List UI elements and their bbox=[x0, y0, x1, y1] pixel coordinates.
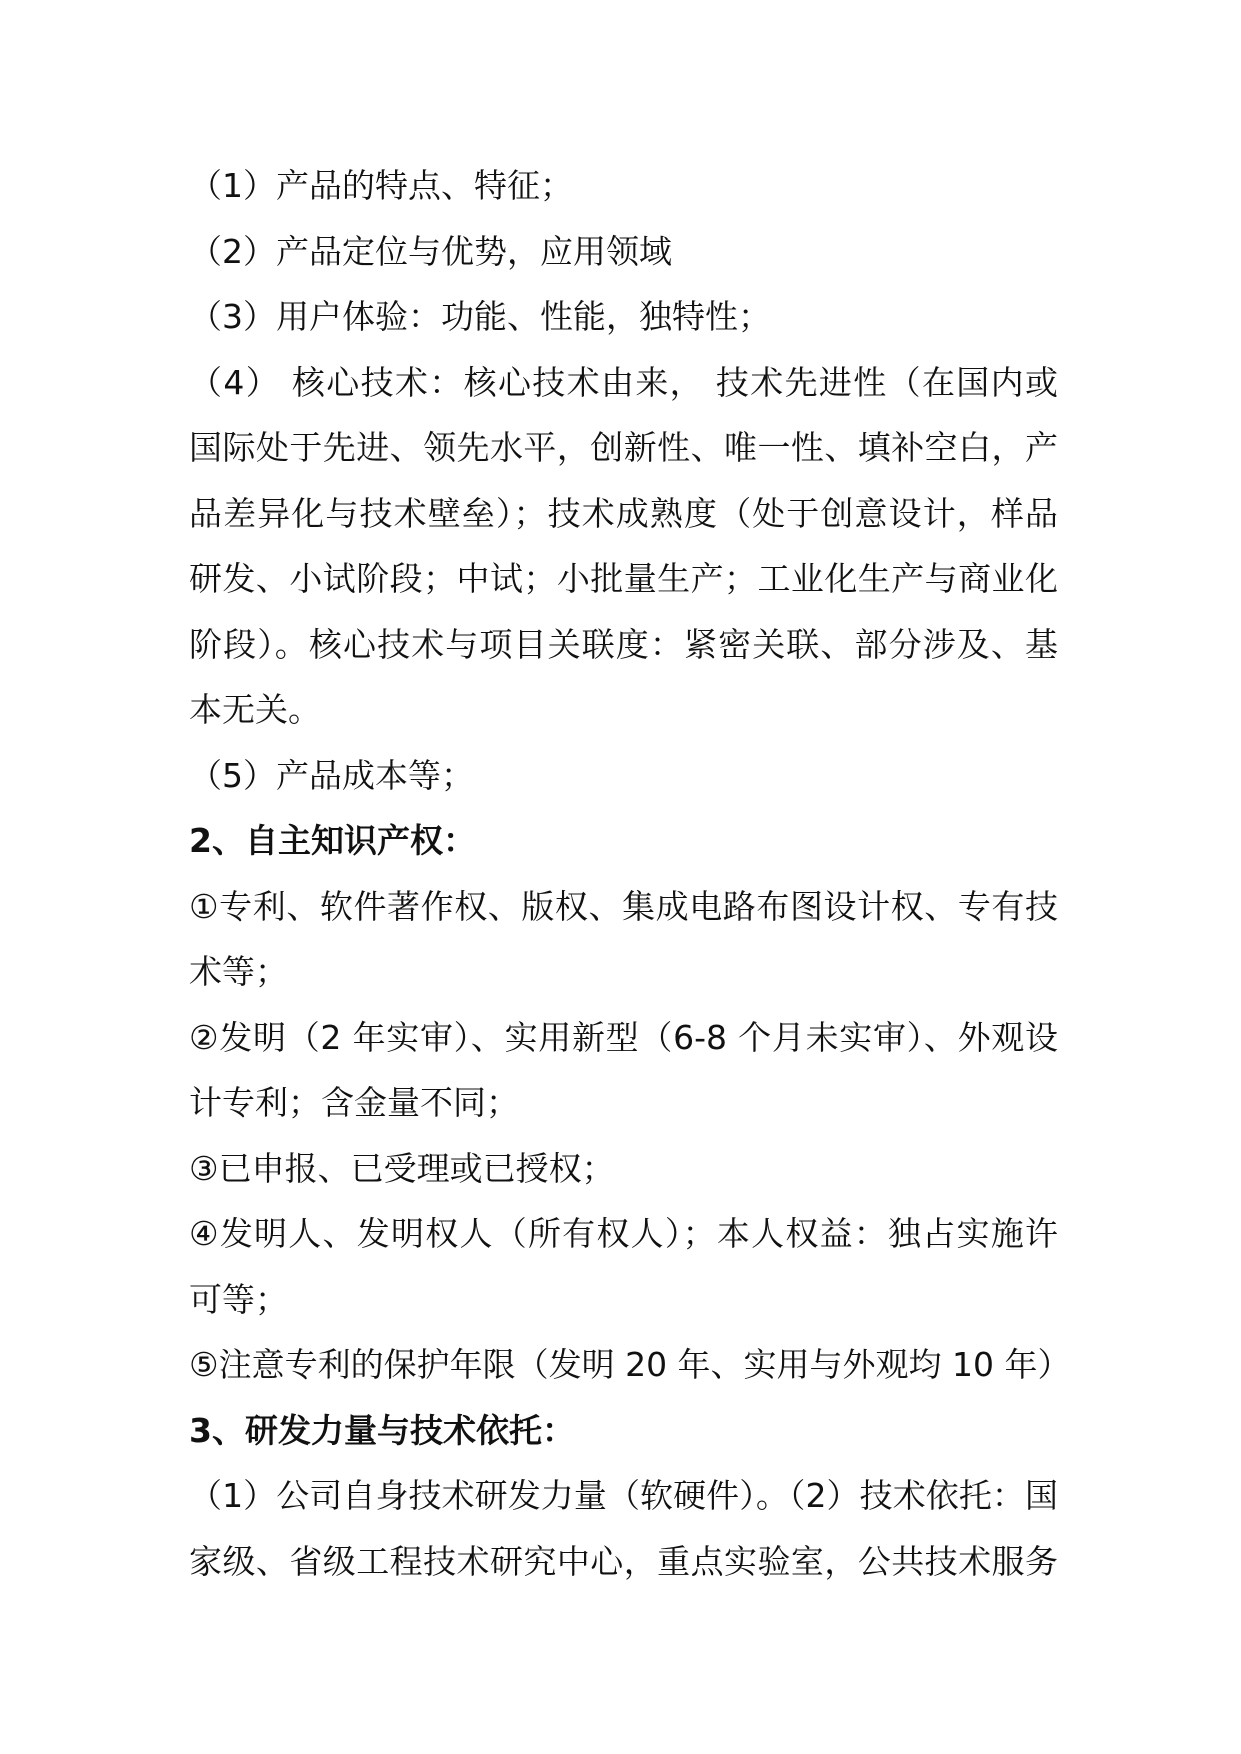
list-item-product-features: （1）产品的特点、特征； bbox=[189, 166, 573, 205]
list-item-inventor-rights bbox=[189, 1201, 1058, 1332]
list-item-user-experience: （3）用户体验：功能、性能，独特性； bbox=[189, 297, 771, 336]
paragraph-line: 阶段）。核心技术与项目关联度：紧密关联、部分涉及、基 bbox=[189, 624, 1058, 664]
list-item-core-technology bbox=[189, 350, 1058, 743]
paragraph-line: 术等； bbox=[189, 952, 288, 991]
paragraph-line: 计专利；含金量不同； bbox=[189, 1083, 519, 1122]
section-heading: 2、自主知识产权： bbox=[189, 821, 476, 860]
paragraph-line: 研发、小试阶段；中试；小批量生产；工业化生产与商业化 bbox=[189, 559, 1058, 598]
paragraph-line: 家级、省级工程技术研究中心，重点实验室，公共技术服务 bbox=[189, 1541, 1058, 1581]
list-item-patent-term: ⑤注意专利的保护年限（发明 20 年、实用与外观均 10 年） bbox=[189, 1345, 1071, 1384]
list-item-ip-types bbox=[189, 874, 1058, 1005]
paragraph-line: 可等； bbox=[189, 1279, 288, 1319]
list-item-patent-status: ③已申报、已受理或已授权； bbox=[189, 1148, 615, 1188]
paragraph-line: ①专利、软件著作权、版权、集成电路布图设计权、专有技 bbox=[189, 886, 1058, 926]
paragraph-line: （1）公司自身技术研发力量（软硬件）。（2）技术依托：国 bbox=[189, 1476, 1058, 1515]
section-intellectual-property bbox=[189, 808, 1071, 1398]
paragraph-line: ④发明人、发明权人（所有权人）；本人权益：独占实施许 bbox=[189, 1214, 1058, 1253]
paragraph-rd-support bbox=[189, 1463, 1058, 1594]
list-item-product-positioning: （2）产品定位与优势，应用领域 bbox=[189, 231, 672, 271]
product-feature-list bbox=[189, 153, 1058, 808]
list-item-patent-types bbox=[189, 1005, 1058, 1136]
document-body bbox=[189, 153, 1071, 1594]
list-item-product-cost: （5）产品成本等； bbox=[189, 755, 474, 795]
paragraph-line: 品差异化与技术壁垒）；技术成熟度（处于创意设计，样品 bbox=[189, 493, 1058, 533]
paragraph-line: ②发明（2 年实审）、实用新型（6-8 个月未实审）、外观设 bbox=[189, 1017, 1058, 1057]
paragraph-line: 本无关。 bbox=[189, 690, 321, 729]
section-rd-capability bbox=[189, 1398, 1058, 1595]
section-heading: 3、研发力量与技术依托： bbox=[189, 1410, 575, 1450]
paragraph-line: 国际处于先进、领先水平，创新性、唯一性、填补空白，产 bbox=[189, 428, 1058, 467]
paragraph-line: （4） 核心技术：核心技术由来， 技术先进性（在国内或 bbox=[189, 362, 1058, 402]
